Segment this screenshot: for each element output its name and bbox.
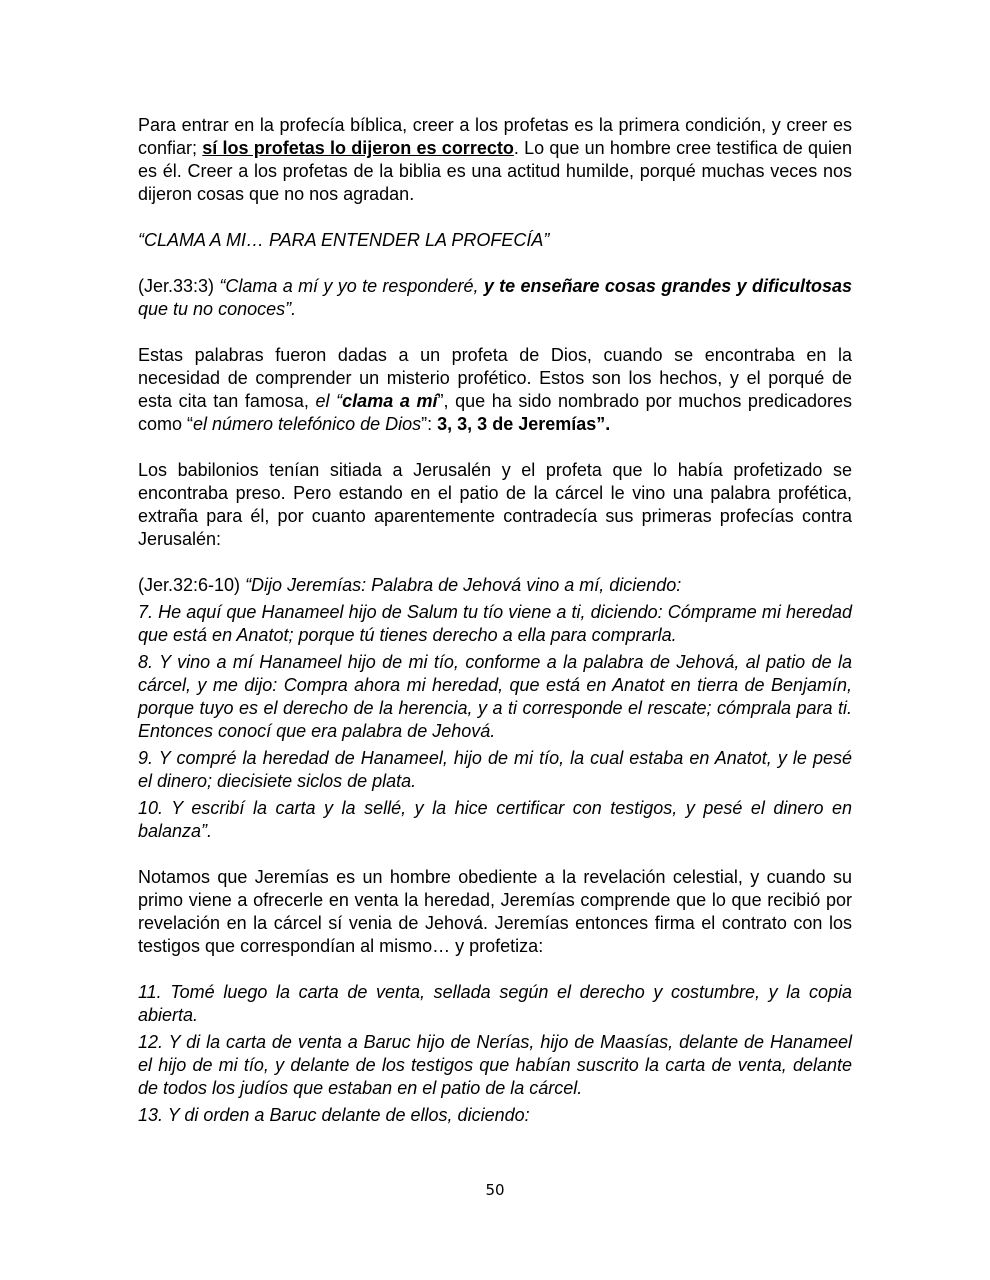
page-number: 50	[485, 1181, 505, 1199]
verse: 10. Y escribí la carta y la sellé, y la hice certificar con testigos, y pesé el dinero en balanza”.	[138, 798, 852, 841]
paragraph-context	[138, 344, 852, 436]
text-run: ”, que ha sido nombrado por muchos predicadores como “	[138, 391, 852, 434]
quote-emphasis: y te enseñare cosas grandes y dificultosas	[483, 276, 852, 296]
verse-reference: (Jer.33:3)	[138, 276, 220, 296]
emphasis-text: sí los profetas lo dijeron es correcto	[202, 138, 514, 158]
text-run: el “	[315, 391, 343, 411]
verse: 8. Y vino a mí Hanameel hijo de mi tío, conforme a la palabra de Jehová, al patio de la cárcel, y me dijo: Compra ahora mi heredad, que está en Anatot en tierra de Benjamín, porque tuyo es el derecho de la herencia, y a ti corresponde el rescate; cómprala para ti. Entonces conocí que era palabra de Jehová.	[138, 652, 852, 741]
verse: 13. Y di orden a Baruc delante de ellos, diciendo:	[138, 1105, 530, 1125]
paragraph-obedience: Notamos que Jeremías es un hombre obediente a la revelación celestial, y cuando su primo viene a ofrecerle en venta la heredad, Jeremías comprende que lo que recibió por revelación en la cárcel sí venia de Jehová. Jeremías entonces firma el contrato con los testigos que correspondían al mismo… y profetiza:	[138, 867, 852, 956]
section-heading: “CLAMA A MI… PARA ENTENDER LA PROFECÍA”	[138, 230, 550, 250]
paragraph-babylon: Los babilonios tenían sitiada a Jerusalén y el profeta que lo había profetizado se encontraba preso. Pero estando en el patio de la cárcel le vino una palabra profética, extraña para él, por cuanto aparentemente contradecía sus primeras profecías contra Jerusalén:	[138, 460, 852, 549]
text-run: Para entrar en la profecía bíblica, creer a los profetas es la primera condición, y creer es confiar;	[138, 115, 852, 158]
verse-reference: (Jer.32:6-10)	[138, 575, 246, 595]
text-run: . Lo que un hombre cree testifica de quien es él. Creer a los profetas de la biblia es una actitud humilde, porqué muchas veces nos dijeron cosas que no nos agradan.	[138, 138, 853, 204]
emphasis-text: clama a mí	[342, 391, 438, 411]
verse: 12. Y di la carta de venta a Baruc hijo de Nerías, hijo de Maasías, delante de Hanameel el hijo de mi tío, y delante de los testigos que habían suscrito la carta de venta, delante de todos los judíos que estaban en el patio de la cárcel.	[138, 1032, 852, 1098]
text-run: ”:	[421, 414, 438, 434]
document-body	[138, 114, 852, 1127]
verse-intro-jer32	[138, 574, 852, 597]
verse: 7. He aquí que Hanameel hijo de Salum tu tío viene a ti, diciendo: Cómprame mi heredad que está en Anatot; porque tú tienes derecho a ella para comprarla.	[138, 602, 852, 645]
verse: 11. Tomé luego la carta de venta, sellada según el derecho y costumbre, y la copia abierta.	[138, 982, 852, 1025]
quote-text: “Dijo Jeremías: Palabra de Jehová vino a mí, diciendo:	[245, 575, 682, 595]
text-run: Estas palabras fueron dadas a un profeta de Dios, cuando se encontraba en la necesidad de comprender un misterio profético. Estos son los hechos, y el porqué de esta cita tan famosa,	[138, 345, 852, 411]
paragraph-intro	[138, 114, 852, 206]
quote-text: “Clama a mí y yo te responderé,	[219, 276, 484, 296]
paragraph-citation-jer33	[138, 275, 852, 321]
bold-text: 3, 3, 3 de Jeremías”.	[437, 414, 611, 434]
verse: 9. Y compré la heredad de Hanameel, hijo de mi tío, la cual estaba en Anatot, y le pesé el dinero; diecisiete siclos de plata.	[138, 748, 852, 791]
quote-text: que tu no conoces”.	[138, 299, 297, 319]
italic-text: el número telefónico de Dios	[193, 414, 422, 434]
